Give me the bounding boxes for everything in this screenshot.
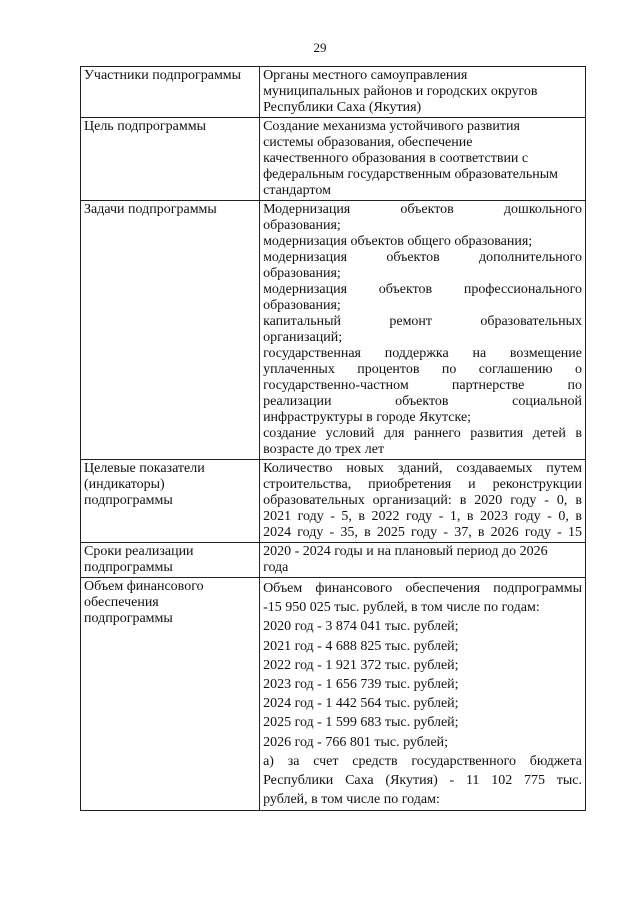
label-line: подпрограммы — [84, 493, 173, 508]
value-line: реализации объектов социальной — [263, 394, 582, 409]
value-line: 2020 год - 3 874 041 тыс. рублей; — [263, 619, 459, 635]
value-line: Количество новых зданий, создаваемых путем — [263, 461, 582, 476]
table-body — [81, 67, 586, 811]
value-line: капитальный ремонт образовательных — [263, 314, 582, 329]
value-line: уплаченных процентов по соглашению о — [263, 362, 582, 377]
row-value-cell — [260, 578, 586, 811]
value-line: государственно-частном партнерстве по — [263, 378, 582, 393]
value-line: 2026 год - 766 801 тыс. рублей; — [263, 734, 449, 750]
label-line: Участники подпрограммы — [84, 68, 242, 83]
value-line: стандартом — [263, 183, 331, 198]
label-line: Сроки реализации — [84, 544, 194, 559]
value-line: качественного образования в соответствии с — [263, 151, 529, 166]
value-line: Объем финансового обеспечения подпрограммы — [263, 581, 582, 596]
row-label-cell — [81, 201, 260, 460]
value-line: инфраструктуры в городе Якутске; — [263, 410, 472, 425]
value-line: Республики Саха (Якутия) - 11 102 775 тыс. — [263, 773, 582, 789]
value-line: 2024 год - 1 442 564 тыс. рублей; — [263, 696, 459, 712]
value-line: 2023 год - 1 656 739 тыс. рублей; — [263, 677, 459, 693]
row-label-cell — [81, 118, 260, 201]
value-line: 2024 году - 35, в 2025 году - 37, в 2026 году - 15 — [263, 525, 582, 540]
value-line: Республики Саха (Якутия) — [263, 100, 422, 115]
value-line: модернизация объектов профессионального — [263, 282, 582, 297]
row-label-cell — [81, 460, 260, 543]
table-row — [81, 201, 586, 460]
value-line: Модернизация объектов дошкольного — [263, 202, 582, 217]
label-line: (индикаторы) — [84, 477, 165, 492]
value-line: системы образования, обеспечение — [263, 135, 473, 150]
value-line: образовательных организаций: в 2020 году - 0, в — [263, 493, 582, 508]
value-line: Создание механизма устойчивого развития — [263, 119, 520, 134]
row-label-cell — [81, 543, 260, 578]
value-line: 2025 год - 1 599 683 тыс. рублей; — [263, 715, 459, 731]
value-line: образования; — [263, 266, 341, 281]
value-line: муниципальных районов и городских округов — [263, 84, 538, 99]
table-row — [81, 578, 586, 811]
value-line: государственная поддержка на возмещение — [263, 346, 582, 361]
value-line: возрасте до трех лет — [263, 442, 385, 457]
value-line: образования; — [263, 218, 341, 233]
label-line: подпрограммы — [84, 560, 173, 575]
value-line: модернизация объектов дополнительного — [263, 250, 582, 265]
label-line: Задачи подпрограммы — [84, 202, 217, 217]
value-line: 2022 год - 1 921 372 тыс. рублей; — [263, 657, 459, 673]
row-value-cell — [260, 460, 586, 543]
value-line: образования; — [263, 298, 341, 313]
value-line: -15 950 025 тыс. рублей, в том числе по годам: — [263, 600, 540, 616]
label-line: Объем финансового — [84, 579, 204, 594]
label-line: обеспечения — [84, 595, 159, 610]
row-label-cell — [81, 578, 260, 811]
table-row — [81, 67, 586, 118]
row-label-cell — [81, 67, 260, 118]
table-row — [81, 118, 586, 201]
value-line: создание условий для раннего развития детей в — [263, 426, 582, 441]
label-line: Цель подпрограммы — [84, 119, 206, 134]
label-line: подпрограммы — [84, 611, 173, 626]
row-value-cell — [260, 67, 586, 118]
row-value-cell — [260, 201, 586, 460]
value-line: 2021 году - 5, в 2022 году - 1, в 2023 году - 0, в — [263, 509, 582, 524]
value-line: модернизация объектов общего образования; — [263, 234, 533, 249]
subprogram-passport-table — [80, 66, 586, 811]
value-line: 2021 год - 4 688 825 тыс. рублей; — [263, 638, 459, 654]
value-line: федеральным государственным образовательным — [263, 167, 559, 182]
row-value-cell — [260, 118, 586, 201]
page-number: 29 — [313, 40, 327, 55]
table-row — [81, 543, 586, 578]
value-line: а) за счет средств государственного бюджета — [263, 753, 582, 769]
value-line: строительства, приобретения и реконструкции — [263, 477, 582, 492]
label-line: Целевые показатели — [84, 461, 205, 476]
value-line: Органы местного самоуправления — [263, 68, 468, 83]
table-row — [81, 460, 586, 543]
value-line: рублей, в том числе по годам: — [263, 792, 440, 808]
value-line: 2020 - 2024 годы и на плановый период до 2026 — [263, 544, 548, 559]
value-line: организаций; — [263, 330, 343, 345]
value-line: года — [263, 560, 289, 575]
row-value-cell — [260, 543, 586, 578]
